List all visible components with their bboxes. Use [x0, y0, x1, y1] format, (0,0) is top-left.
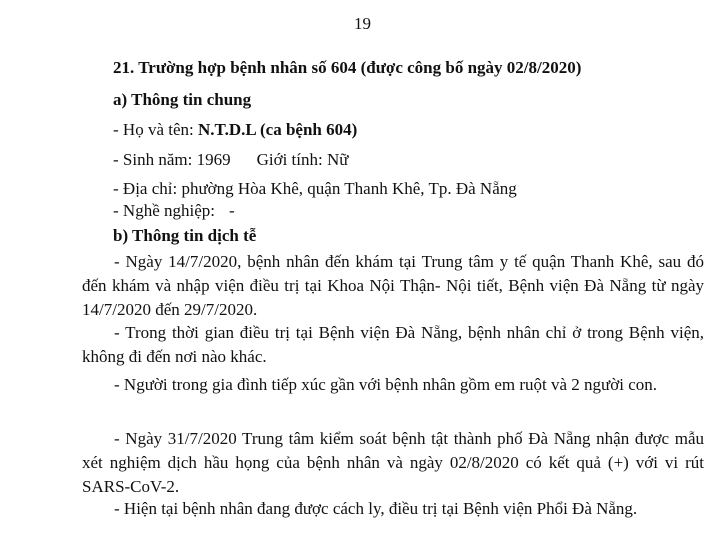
address-line: - Địa chỉ: phường Hòa Khê, quận Thanh Khê, Tp. Đà Nẵng [113, 179, 517, 198]
name-line [113, 120, 357, 140]
epi-paragraph-3: - Người trong gia đình tiếp xúc gần với bệnh nhân gồm em ruột và 2 người con. [114, 375, 658, 394]
name-label: - Họ và tên: [113, 120, 198, 139]
gender: Giới tính: Nữ [256, 150, 349, 169]
occupation-label: - Nghề nghiệp: [113, 201, 215, 220]
occupation-value: - [228, 201, 235, 220]
name-value: N.T.D.L (ca bệnh 604) [197, 120, 358, 139]
epi-paragraph-5: - Hiện tại bệnh nhân đang được cách ly, điều trị tại Bệnh viện Phổi Đà Nẵng. [114, 499, 638, 518]
epidemiology-heading: b) Thông tin dịch tễ [113, 226, 257, 245]
birth-year: - Sinh năm: 1969 [113, 150, 231, 169]
page-number: 19 [354, 14, 371, 33]
birth-gender-line [113, 150, 348, 170]
general-info-heading: a) Thông tin chung [113, 90, 252, 109]
occupation-line [113, 201, 235, 221]
epi-paragraph-1: - Ngày 14/7/2020, bệnh nhân đến khám tại Trung tâm y tế quận Thanh Khê, sau đó đến khám và nhập viện điều trị tại Khoa Nội Thận- Nội tiết, Bệnh viện Đà Nẵng từ ngày 14/7/2020 đến 29/7/2020. [82, 252, 704, 319]
section-title: 21. Trường hợp bệnh nhân số 604 (được công bố ngày 02/8/2020) [113, 58, 582, 77]
epi-paragraph-4: - Ngày 31/7/2020 Trung tâm kiểm soát bệnh tật thành phố Đà Nẵng nhận được mẫu xét nghiệm dịch hầu họng của bệnh nhân và ngày 02/8/2020 có kết quả (+) với vi rút SARS-CoV-2. [82, 429, 704, 496]
epi-paragraph-2: - Trong thời gian điều trị tại Bệnh viện Đà Nẵng, bệnh nhân chỉ ở trong Bệnh viện, không đi đến nơi nào khác. [82, 323, 704, 366]
